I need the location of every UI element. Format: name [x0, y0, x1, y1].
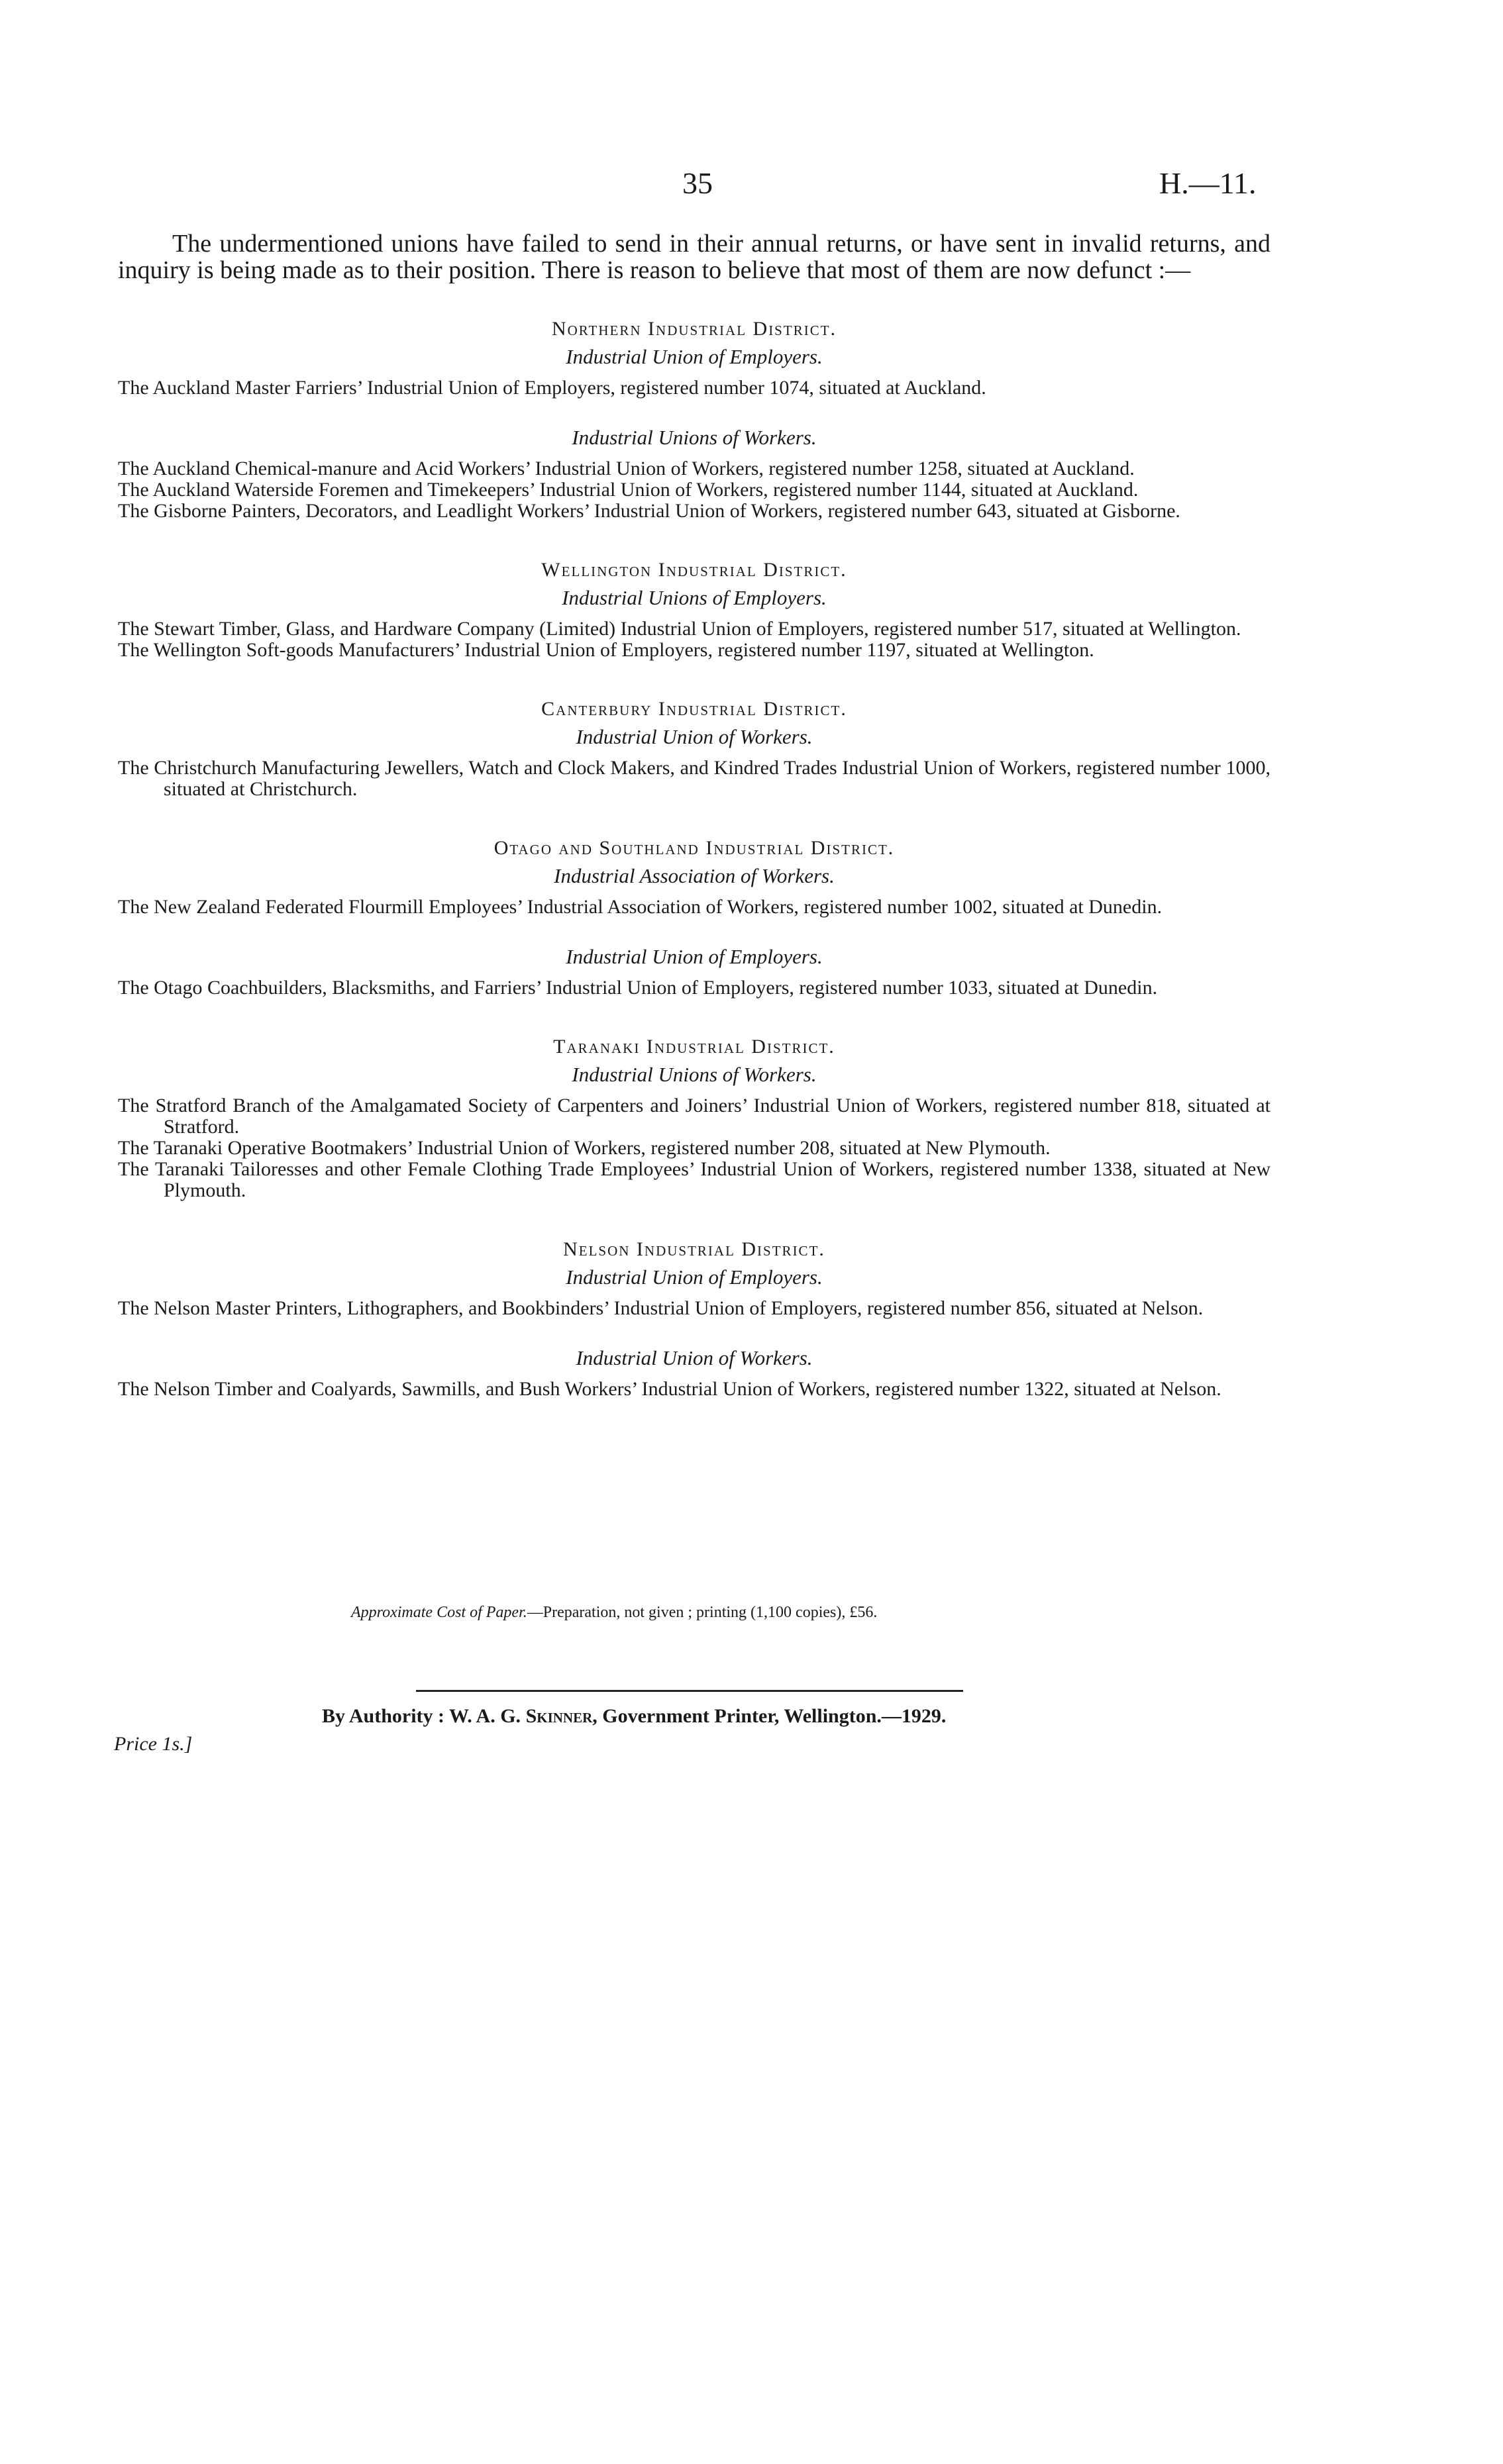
page-number: 35 [682, 166, 713, 200]
authority-prefix: By Authority : W. A. G. [322, 1705, 526, 1727]
union-entry: The Taranaki Tailoresses and other Female Clothing Trade Employees’ Industrial Union of Workers, registered number 1338, situated at New Plymouth. [118, 1158, 1270, 1201]
union-entry: The Nelson Timber and Coalyards, Sawmills, and Bush Workers’ Industrial Union of Workers, registered number 1322, situated at Nelson. [118, 1378, 1221, 1400]
union-entry: The Taranaki Operative Bootmakers’ Industrial Union of Workers, registered number 208, situated at New Plymouth. [118, 1137, 1051, 1159]
union-entry: The Auckland Waterside Foremen and Timekeepers’ Industrial Union of Workers, registered number 1144, situated at Auckland. [118, 479, 1139, 501]
union-entry: The Otago Coachbuilders, Blacksmiths, and Farriers’ Industrial Union of Employers, registered number 1033, situated at Dunedin. [118, 977, 1158, 999]
union-entry: The Stratford Branch of the Amalgamated Society of Carpenters and Joiners’ Industrial Union of Workers, registered number 818, situated at Stratford. [118, 1095, 1270, 1138]
union-type-heading: Industrial Union of Employers. [566, 1265, 823, 1289]
union-entry: The Auckland Chemical-manure and Acid Workers’ Industrial Union of Workers, registered number 1258, situated at Auckland. [118, 458, 1135, 479]
union-type-heading: Industrial Unions of Workers. [572, 1063, 817, 1086]
union-list [118, 318, 1270, 1400]
cost-label: Approximate Cost of Paper. [351, 1604, 527, 1621]
document-reference: H.—11. [1159, 166, 1257, 200]
union-type-heading: Industrial Association of Workers. [554, 864, 835, 887]
cost-note [351, 1604, 877, 1622]
union-entry: The Auckland Master Farriers’ Industrial Union of Employers, registered number 1074, situated at Auckland. [118, 377, 986, 399]
union-entry: The Gisborne Painters, Decorators, and Leadlight Workers’ Industrial Union of Workers, registered number 643, situated at Gisborne. [118, 500, 1180, 522]
union-type-heading: Industrial Union of Employers. [566, 345, 823, 368]
union-entry: The Nelson Master Printers, Lithographers, and Bookbinders’ Industrial Union of Employers, registered number 856, situated at Nelson. [118, 1297, 1204, 1319]
district-heading: Wellington Industrial District. [541, 559, 847, 581]
district-heading: Taranaki Industrial District. [553, 1036, 835, 1058]
cost-text: —Preparation, not given ; printing (1,100 copies), £56. [527, 1604, 878, 1621]
union-entry: The Wellington Soft-goods Manufacturers’ Industrial Union of Employers, registered number 1197, situated at Wellington. [118, 639, 1094, 661]
intro-paragraph: The undermentioned unions have failed to send in their annual returns, or have sent in invalid returns, and inquiry is being made as to their position. There is reason to believe that most of them are now defunct :— [118, 230, 1270, 284]
authority-suffix: , Government Printer, Wellington.—1929. [592, 1705, 947, 1727]
union-type-heading: Industrial Union of Workers. [576, 725, 813, 748]
union-entry: The New Zealand Federated Flourmill Employees’ Industrial Association of Workers, registered number 1002, situated at Dunedin. [118, 896, 1163, 918]
district-heading: Nelson Industrial District. [563, 1238, 825, 1260]
union-type-heading: Industrial Unions of Employers. [562, 586, 827, 609]
district-heading: Northern Industrial District. [551, 318, 837, 340]
union-entry: The Stewart Timber, Glass, and Hardware Company (Limited) Industrial Union of Employers, registered number 517, situated at Wellington. [118, 618, 1241, 640]
authority-line [322, 1705, 946, 1728]
price-label: Price 1s.] [114, 1733, 193, 1755]
district-heading: Otago and Southland Industrial District. [493, 837, 895, 859]
footer-rule [416, 1690, 963, 1692]
union-entry: The Christchurch Manufacturing Jewellers, Watch and Clock Makers, and Kindred Trades Industrial Union of Workers, registered number 1000, situated at Christchurch. [118, 757, 1270, 800]
printer-name: Skinner [525, 1705, 593, 1727]
union-type-heading: Industrial Unions of Workers. [572, 426, 817, 449]
district-heading: Canterbury Industrial District. [541, 698, 847, 720]
union-type-heading: Industrial Union of Employers. [566, 945, 823, 968]
union-type-heading: Industrial Union of Workers. [576, 1346, 813, 1369]
